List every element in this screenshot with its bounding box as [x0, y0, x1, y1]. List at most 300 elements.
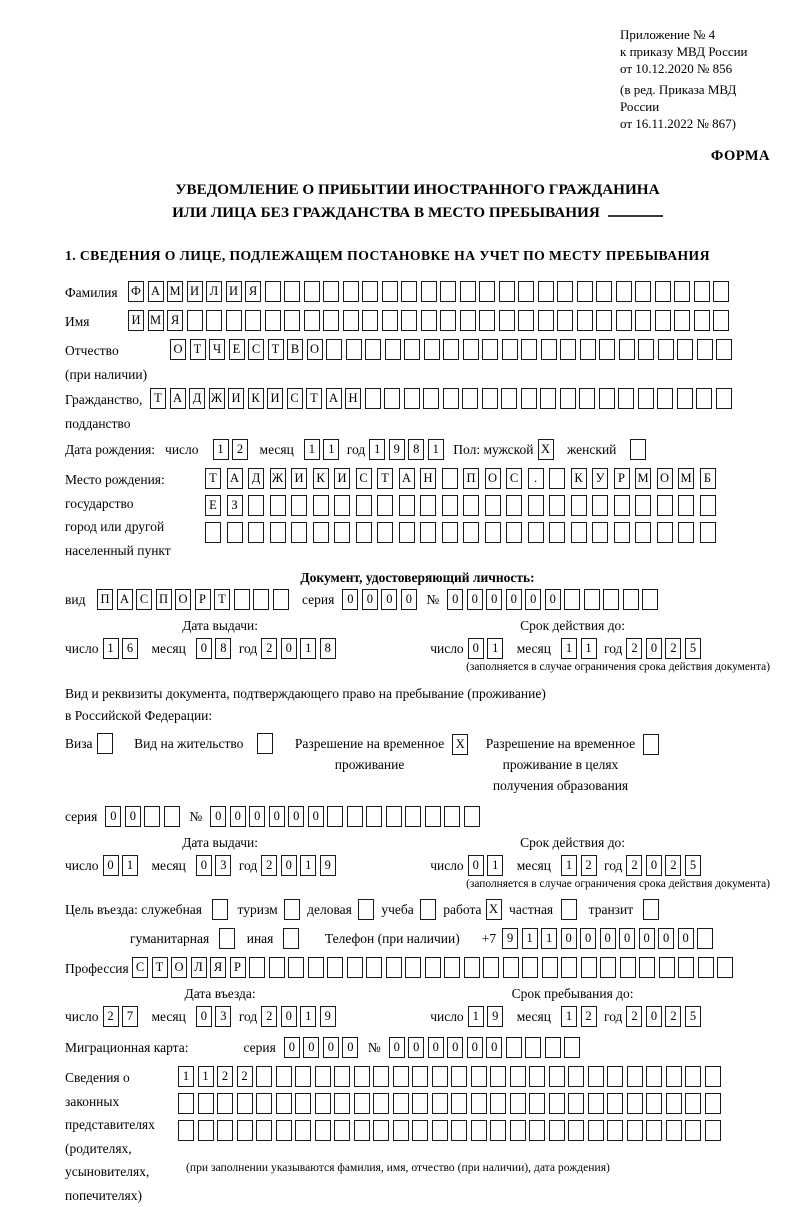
char-cell[interactable] — [323, 310, 339, 331]
char-cell[interactable]: 8 — [320, 638, 336, 659]
char-cell[interactable] — [412, 1066, 428, 1087]
purpose-transit-checkbox[interactable] — [643, 899, 663, 920]
id-doc-series-field[interactable] — [342, 589, 420, 610]
char-cell[interactable]: 0 — [639, 928, 655, 949]
char-cell[interactable] — [326, 339, 342, 360]
char-cell[interactable] — [265, 310, 281, 331]
char-cell[interactable]: 0 — [545, 589, 561, 610]
char-cell[interactable]: 0 — [103, 855, 119, 876]
char-cell[interactable] — [377, 522, 393, 543]
char-cell[interactable]: 0 — [281, 1006, 297, 1027]
char-cell[interactable] — [463, 495, 479, 516]
char-cell[interactable] — [627, 1093, 643, 1114]
char-cell[interactable] — [471, 1066, 487, 1087]
char-cell[interactable] — [432, 1093, 448, 1114]
char-cell[interactable] — [529, 1066, 545, 1087]
char-cell[interactable] — [713, 281, 729, 302]
char-cell[interactable] — [506, 495, 522, 516]
char-cell[interactable] — [424, 339, 440, 360]
birth-month-field[interactable] — [304, 439, 343, 460]
char-cell[interactable] — [237, 1093, 253, 1114]
char-cell[interactable]: 1 — [103, 638, 119, 659]
char-cell[interactable] — [366, 806, 382, 827]
char-cell[interactable] — [599, 339, 615, 360]
char-cell[interactable] — [635, 522, 651, 543]
char-cell[interactable]: О — [171, 957, 187, 978]
char-cell[interactable] — [442, 522, 458, 543]
char-cell[interactable] — [327, 957, 343, 978]
char-cell[interactable] — [444, 806, 460, 827]
char-cell[interactable] — [451, 1066, 467, 1087]
char-cell[interactable]: . — [528, 468, 544, 489]
char-cell[interactable] — [237, 1120, 253, 1141]
char-cell[interactable]: 0 — [303, 1037, 319, 1058]
char-cell[interactable]: Д — [248, 468, 264, 489]
char-cell[interactable]: 1 — [522, 928, 538, 949]
char-cell[interactable] — [304, 310, 320, 331]
char-cell[interactable] — [362, 281, 378, 302]
char-cell[interactable] — [393, 1120, 409, 1141]
char-cell[interactable] — [564, 589, 580, 610]
char-cell[interactable] — [334, 495, 350, 516]
char-cell[interactable]: 0 — [230, 806, 246, 827]
char-cell[interactable] — [399, 495, 415, 516]
char-cell[interactable]: 0 — [401, 589, 417, 610]
char-cell[interactable]: 9 — [389, 439, 405, 460]
char-cell[interactable] — [510, 1093, 526, 1114]
char-cell[interactable] — [600, 957, 616, 978]
char-cell[interactable] — [522, 957, 538, 978]
char-cell[interactable]: Н — [420, 468, 436, 489]
char-cell[interactable]: А — [117, 589, 133, 610]
sex-female-checkbox[interactable] — [630, 439, 650, 460]
char-cell[interactable] — [313, 522, 329, 543]
char-cell[interactable] — [678, 957, 694, 978]
char-cell[interactable] — [549, 1093, 565, 1114]
char-cell[interactable]: 2 — [261, 638, 277, 659]
char-cell[interactable]: Т — [205, 468, 221, 489]
char-cell[interactable]: А — [227, 468, 243, 489]
char-cell[interactable]: Т — [150, 388, 166, 409]
char-cell[interactable]: 1 — [581, 638, 597, 659]
char-cell[interactable] — [501, 388, 517, 409]
char-cell[interactable] — [265, 281, 281, 302]
id-doc-number-field[interactable] — [447, 589, 662, 610]
purpose-business-checkbox[interactable] — [358, 899, 378, 920]
char-cell[interactable]: 0 — [381, 589, 397, 610]
char-cell[interactable] — [614, 495, 630, 516]
char-cell[interactable]: М — [167, 281, 183, 302]
char-cell[interactable] — [284, 281, 300, 302]
purpose-study-checkbox[interactable] — [420, 899, 440, 920]
char-cell[interactable]: А — [399, 468, 415, 489]
char-cell[interactable]: 0 — [468, 638, 484, 659]
char-cell[interactable] — [206, 310, 222, 331]
char-cell[interactable] — [568, 1120, 584, 1141]
char-cell[interactable] — [365, 388, 381, 409]
char-cell[interactable] — [588, 1066, 604, 1087]
char-cell[interactable]: 5 — [685, 855, 701, 876]
char-cell[interactable]: П — [463, 468, 479, 489]
char-cell[interactable]: Т — [306, 388, 322, 409]
char-cell[interactable] — [638, 388, 654, 409]
char-cell[interactable] — [705, 1066, 721, 1087]
char-cell[interactable] — [542, 957, 558, 978]
profession-field[interactable] — [132, 957, 737, 978]
char-cell[interactable] — [425, 957, 441, 978]
char-cell[interactable] — [420, 522, 436, 543]
char-cell[interactable]: 1 — [213, 439, 229, 460]
char-cell[interactable] — [713, 310, 729, 331]
char-cell[interactable] — [97, 733, 113, 754]
char-cell[interactable]: 0 — [269, 806, 285, 827]
char-cell[interactable] — [521, 388, 537, 409]
char-cell[interactable] — [404, 339, 420, 360]
char-cell[interactable]: 0 — [288, 806, 304, 827]
char-cell[interactable]: Я — [210, 957, 226, 978]
char-cell[interactable]: И — [226, 281, 242, 302]
char-cell[interactable] — [577, 310, 593, 331]
char-cell[interactable] — [256, 1066, 272, 1087]
char-cell[interactable] — [315, 1093, 331, 1114]
char-cell[interactable] — [521, 339, 537, 360]
char-cell[interactable] — [614, 522, 630, 543]
char-cell[interactable]: Ж — [270, 468, 286, 489]
char-cell[interactable] — [584, 589, 600, 610]
purpose-tourism-checkbox[interactable] — [284, 899, 304, 920]
char-cell[interactable]: 1 — [178, 1066, 194, 1087]
char-cell[interactable]: М — [635, 468, 651, 489]
char-cell[interactable]: С — [136, 589, 152, 610]
id-valid-day-field[interactable] — [468, 638, 507, 659]
char-cell[interactable]: 0 — [125, 806, 141, 827]
char-cell[interactable]: 0 — [105, 806, 121, 827]
char-cell[interactable] — [234, 589, 250, 610]
char-cell[interactable] — [219, 928, 235, 949]
char-cell[interactable] — [620, 957, 636, 978]
char-cell[interactable]: Т — [152, 957, 168, 978]
char-cell[interactable] — [471, 1093, 487, 1114]
char-cell[interactable] — [685, 1120, 701, 1141]
char-cell[interactable] — [291, 495, 307, 516]
char-cell[interactable] — [518, 281, 534, 302]
char-cell[interactable] — [334, 1093, 350, 1114]
char-cell[interactable] — [382, 310, 398, 331]
char-cell[interactable]: 2 — [217, 1066, 233, 1087]
char-cell[interactable] — [580, 339, 596, 360]
char-cell[interactable]: 0 — [525, 589, 541, 610]
char-cell[interactable] — [694, 310, 710, 331]
char-cell[interactable] — [581, 957, 597, 978]
char-cell[interactable] — [674, 281, 690, 302]
char-cell[interactable] — [226, 310, 242, 331]
char-cell[interactable] — [334, 1066, 350, 1087]
char-cell[interactable]: 8 — [215, 638, 231, 659]
char-cell[interactable]: Л — [191, 957, 207, 978]
char-cell[interactable]: 7 — [122, 1006, 138, 1027]
id-valid-month-field[interactable] — [561, 638, 600, 659]
char-cell[interactable]: 1 — [487, 638, 503, 659]
char-cell[interactable]: М — [678, 468, 694, 489]
char-cell[interactable] — [479, 310, 495, 331]
char-cell[interactable]: 0 — [447, 1037, 463, 1058]
char-cell[interactable]: 2 — [232, 439, 248, 460]
char-cell[interactable]: А — [326, 388, 342, 409]
char-cell[interactable] — [440, 310, 456, 331]
char-cell[interactable] — [323, 281, 339, 302]
char-cell[interactable]: О — [170, 339, 186, 360]
char-cell[interactable] — [432, 1120, 448, 1141]
char-cell[interactable] — [571, 522, 587, 543]
char-cell[interactable]: Я — [245, 281, 261, 302]
char-cell[interactable] — [313, 495, 329, 516]
char-cell[interactable]: 9 — [487, 1006, 503, 1027]
birth-place-line2-field[interactable] — [205, 495, 721, 516]
char-cell[interactable] — [288, 957, 304, 978]
char-cell[interactable] — [273, 589, 289, 610]
char-cell[interactable] — [284, 899, 300, 920]
char-cell[interactable] — [659, 957, 675, 978]
char-cell[interactable] — [655, 281, 671, 302]
id-doc-type-field[interactable] — [97, 589, 292, 610]
char-cell[interactable] — [256, 1120, 272, 1141]
char-cell[interactable] — [421, 310, 437, 331]
char-cell[interactable] — [257, 733, 273, 754]
char-cell[interactable] — [358, 899, 374, 920]
migration-card-series-field[interactable] — [284, 1037, 362, 1058]
char-cell[interactable] — [334, 522, 350, 543]
char-cell[interactable] — [462, 388, 478, 409]
char-cell[interactable]: 1 — [561, 1006, 577, 1027]
char-cell[interactable] — [420, 899, 436, 920]
char-cell[interactable] — [619, 339, 635, 360]
char-cell[interactable] — [503, 957, 519, 978]
char-cell[interactable] — [373, 1066, 389, 1087]
char-cell[interactable] — [227, 522, 243, 543]
char-cell[interactable] — [557, 310, 573, 331]
char-cell[interactable]: 3 — [215, 1006, 231, 1027]
char-cell[interactable] — [401, 310, 417, 331]
char-cell[interactable] — [529, 1120, 545, 1141]
char-cell[interactable] — [444, 957, 460, 978]
char-cell[interactable] — [245, 310, 261, 331]
char-cell[interactable]: С — [132, 957, 148, 978]
char-cell[interactable]: 2 — [237, 1066, 253, 1087]
char-cell[interactable]: 0 — [342, 589, 358, 610]
char-cell[interactable] — [356, 495, 372, 516]
res-issue-year-field[interactable] — [261, 855, 339, 876]
residence-permit-checkbox[interactable] — [257, 733, 277, 754]
birth-year-field[interactable] — [369, 439, 447, 460]
char-cell[interactable]: И — [228, 388, 244, 409]
char-cell[interactable]: С — [506, 468, 522, 489]
char-cell[interactable]: Л — [206, 281, 222, 302]
birth-place-line3-field[interactable] — [205, 522, 721, 543]
char-cell[interactable] — [541, 339, 557, 360]
char-cell[interactable] — [646, 1120, 662, 1141]
char-cell[interactable] — [518, 310, 534, 331]
char-cell[interactable]: X — [452, 734, 468, 755]
char-cell[interactable] — [284, 310, 300, 331]
char-cell[interactable] — [685, 1066, 701, 1087]
char-cell[interactable] — [674, 310, 690, 331]
citizenship-field[interactable] — [150, 388, 735, 409]
char-cell[interactable]: 0 — [281, 638, 297, 659]
char-cell[interactable] — [354, 1066, 370, 1087]
char-cell[interactable] — [295, 1093, 311, 1114]
char-cell[interactable] — [549, 1066, 565, 1087]
char-cell[interactable] — [460, 281, 476, 302]
char-cell[interactable]: 6 — [122, 638, 138, 659]
char-cell[interactable] — [386, 957, 402, 978]
char-cell[interactable]: 2 — [665, 638, 681, 659]
id-valid-year-field[interactable] — [626, 638, 704, 659]
char-cell[interactable]: 1 — [122, 855, 138, 876]
char-cell[interactable] — [471, 1120, 487, 1141]
char-cell[interactable] — [698, 957, 714, 978]
char-cell[interactable] — [490, 1093, 506, 1114]
char-cell[interactable]: 1 — [428, 439, 444, 460]
char-cell[interactable] — [401, 281, 417, 302]
char-cell[interactable]: 0 — [658, 928, 674, 949]
char-cell[interactable] — [639, 957, 655, 978]
char-cell[interactable]: 1 — [541, 928, 557, 949]
char-cell[interactable] — [696, 388, 712, 409]
char-cell[interactable] — [276, 1120, 292, 1141]
char-cell[interactable] — [603, 589, 619, 610]
char-cell[interactable] — [717, 957, 733, 978]
char-cell[interactable] — [506, 522, 522, 543]
char-cell[interactable]: П — [156, 589, 172, 610]
res-valid-year-field[interactable] — [626, 855, 704, 876]
char-cell[interactable] — [334, 1120, 350, 1141]
res-valid-month-field[interactable] — [561, 855, 600, 876]
char-cell[interactable]: У — [592, 468, 608, 489]
char-cell[interactable]: 1 — [198, 1066, 214, 1087]
char-cell[interactable] — [596, 310, 612, 331]
char-cell[interactable]: 8 — [408, 439, 424, 460]
char-cell[interactable] — [442, 495, 458, 516]
purpose-humanitarian-checkbox[interactable] — [219, 928, 239, 949]
char-cell[interactable] — [655, 310, 671, 331]
char-cell[interactable] — [657, 495, 673, 516]
char-cell[interactable] — [315, 1120, 331, 1141]
char-cell[interactable]: 1 — [369, 439, 385, 460]
char-cell[interactable] — [385, 339, 401, 360]
char-cell[interactable]: С — [287, 388, 303, 409]
char-cell[interactable]: Т — [214, 589, 230, 610]
id-issue-day-field[interactable] — [103, 638, 142, 659]
char-cell[interactable] — [599, 388, 615, 409]
char-cell[interactable] — [327, 806, 343, 827]
char-cell[interactable] — [405, 806, 421, 827]
char-cell[interactable]: Я — [167, 310, 183, 331]
char-cell[interactable]: 0 — [210, 806, 226, 827]
char-cell[interactable] — [362, 310, 378, 331]
char-cell[interactable]: С — [356, 468, 372, 489]
char-cell[interactable]: Ф — [128, 281, 144, 302]
char-cell[interactable] — [560, 388, 576, 409]
char-cell[interactable] — [616, 281, 632, 302]
char-cell[interactable] — [638, 339, 654, 360]
char-cell[interactable] — [592, 522, 608, 543]
char-cell[interactable]: 0 — [486, 1037, 502, 1058]
char-cell[interactable] — [538, 310, 554, 331]
char-cell[interactable] — [685, 1093, 701, 1114]
char-cell[interactable]: 2 — [665, 855, 681, 876]
char-cell[interactable]: Т — [268, 339, 284, 360]
char-cell[interactable] — [269, 957, 285, 978]
res-valid-day-field[interactable] — [468, 855, 507, 876]
char-cell[interactable] — [382, 281, 398, 302]
char-cell[interactable] — [588, 1093, 604, 1114]
char-cell[interactable] — [697, 339, 713, 360]
char-cell[interactable] — [561, 957, 577, 978]
char-cell[interactable] — [482, 388, 498, 409]
char-cell[interactable]: 0 — [196, 638, 212, 659]
char-cell[interactable]: 0 — [580, 928, 596, 949]
char-cell[interactable] — [248, 495, 264, 516]
char-cell[interactable] — [506, 1037, 522, 1058]
char-cell[interactable] — [420, 495, 436, 516]
char-cell[interactable] — [568, 1066, 584, 1087]
char-cell[interactable]: 0 — [467, 589, 483, 610]
char-cell[interactable] — [356, 522, 372, 543]
char-cell[interactable] — [347, 957, 363, 978]
char-cell[interactable] — [528, 495, 544, 516]
char-cell[interactable]: 2 — [626, 855, 642, 876]
char-cell[interactable] — [393, 1066, 409, 1087]
char-cell[interactable] — [451, 1120, 467, 1141]
legal-representatives-line3-field[interactable] — [178, 1120, 724, 1141]
char-cell[interactable] — [460, 310, 476, 331]
char-cell[interactable]: 2 — [626, 638, 642, 659]
char-cell[interactable] — [464, 806, 480, 827]
char-cell[interactable] — [270, 495, 286, 516]
char-cell[interactable] — [404, 388, 420, 409]
char-cell[interactable] — [549, 1120, 565, 1141]
legal-representatives-line2-field[interactable] — [178, 1093, 724, 1114]
char-cell[interactable]: 0 — [447, 589, 463, 610]
char-cell[interactable] — [347, 806, 363, 827]
char-cell[interactable] — [253, 589, 269, 610]
char-cell[interactable]: 0 — [362, 589, 378, 610]
char-cell[interactable] — [490, 1120, 506, 1141]
char-cell[interactable] — [666, 1066, 682, 1087]
char-cell[interactable] — [304, 281, 320, 302]
char-cell[interactable] — [510, 1066, 526, 1087]
char-cell[interactable] — [618, 388, 634, 409]
char-cell[interactable]: С — [248, 339, 264, 360]
entry-month-field[interactable] — [196, 1006, 235, 1027]
char-cell[interactable]: 2 — [261, 855, 277, 876]
char-cell[interactable] — [270, 522, 286, 543]
char-cell[interactable] — [677, 388, 693, 409]
char-cell[interactable]: 0 — [600, 928, 616, 949]
patronymic-field[interactable] — [170, 339, 736, 360]
char-cell[interactable]: Д — [189, 388, 205, 409]
char-cell[interactable] — [440, 281, 456, 302]
char-cell[interactable]: Т — [377, 468, 393, 489]
stay-day-field[interactable] — [468, 1006, 507, 1027]
char-cell[interactable] — [482, 339, 498, 360]
char-cell[interactable]: 0 — [342, 1037, 358, 1058]
char-cell[interactable] — [666, 1093, 682, 1114]
char-cell[interactable]: К — [571, 468, 587, 489]
char-cell[interactable] — [678, 495, 694, 516]
char-cell[interactable] — [249, 957, 265, 978]
char-cell[interactable]: 2 — [261, 1006, 277, 1027]
